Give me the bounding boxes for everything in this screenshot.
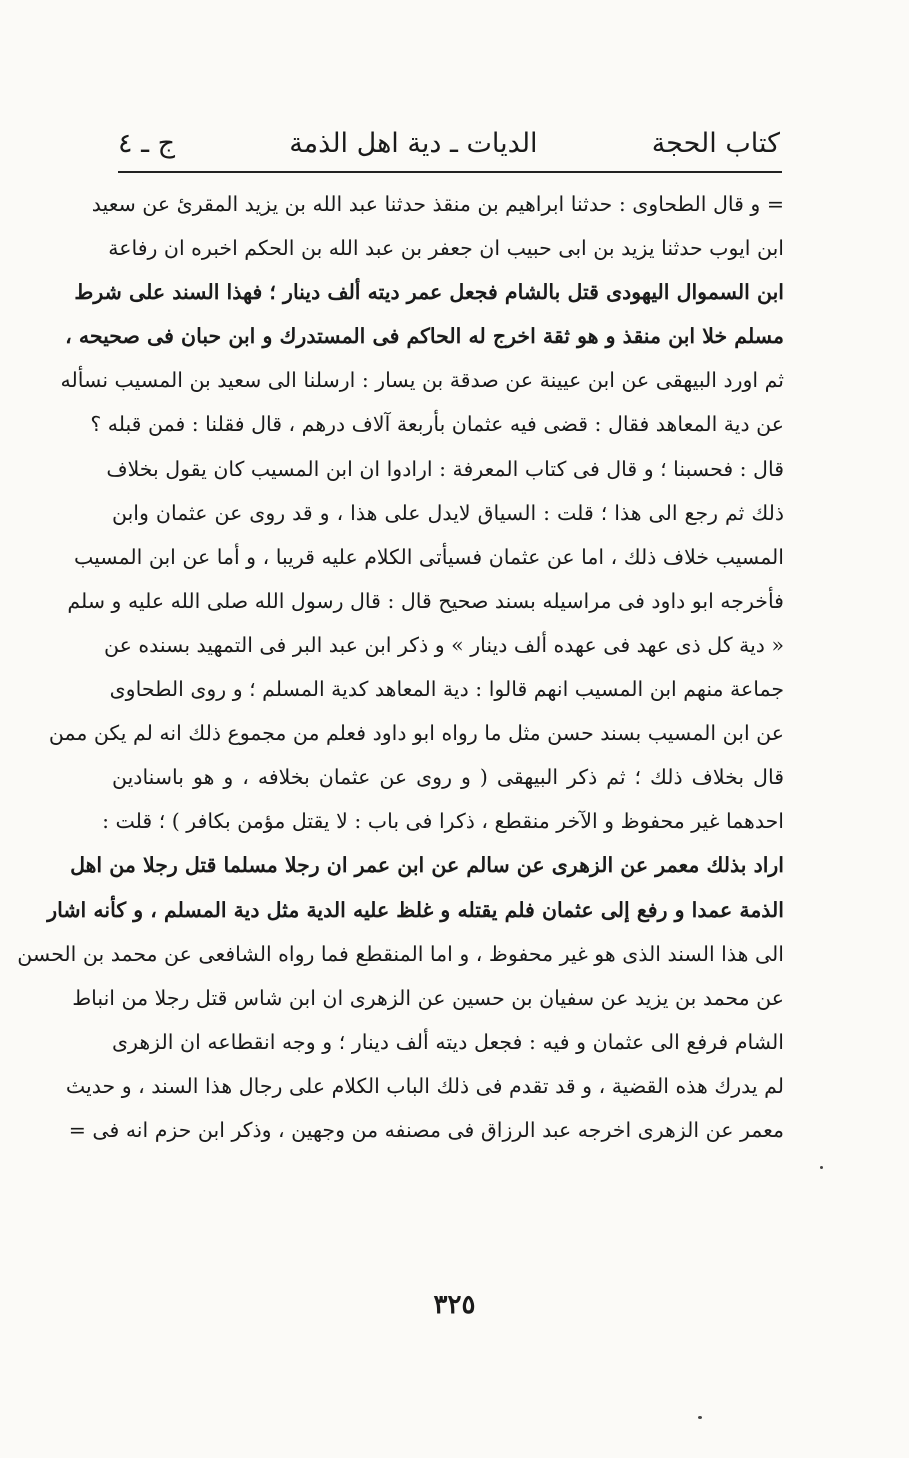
text-line: الشام فرفع الى عثمان و فيه : فجعل ديته ألف دينار ؛ و وجه انقطاعه ان الزهرى — [112, 1029, 784, 1054]
text-line: اراد بذلك معمر عن الزهرى عن سالم عن ابن عمر ان رجلا مسلما قتل رجلا من اهل — [70, 853, 784, 878]
text-line: احدهما غير محفوظ و الآخر منقطع ، ذكرا فى باب : لا يقتل مؤمن بكافر ) ؛ قلت : — [102, 809, 784, 834]
text-line: لم يدرك هذه القضية ، و قد تقدم فى ذلك الباب الكلام على رجال هذا السند ، و حديث — [65, 1073, 784, 1098]
text-line: ابن ايوب حدثنا يزيد بن ابى حبيب ان جعفر بن عبد الله بن الحكم اخبره ان رفاعة — [108, 236, 784, 261]
page-number: ٣٢٥ — [433, 1290, 476, 1320]
text-line: معمر عن الزهرى اخرجه عبد الرزاق فى مصنفه من وجهين ، وذكر ابن حزم انه فى = — [68, 1117, 784, 1142]
text-line: مسلم خلا ابن منقذ و هو ثقة اخرج له الحاكم فى المستدرك و ابن حبان فى صحيحه ، — [65, 324, 784, 349]
scan-speck — [698, 1416, 702, 1419]
text-line: عن دية المعاهد فقال : قضى فيه عثمان بأربعة آلاف درهم ، قال فقلنا : فمن قبله ؟ — [90, 412, 784, 437]
body-text — [17, 182, 784, 1152]
text-line: ابن السموال اليهودى قتل بالشام فجعل عمر ديته ألف دينار ؛ فهذا السند على شرط — [74, 280, 784, 305]
text-line: ثم اورد البيهقى عن ابن عيينة عن صدقة بن يسار : ارسلنا الى سعيد بن المسيب نسأله — [60, 368, 784, 393]
text-line: « دية كل ذى عهد فى عهده ألف دينار » و ذكر ابن عبد البر فى التمهيد بسنده عن — [103, 632, 784, 657]
chapter-title: الديات ـ دية اهل الذمة — [289, 127, 538, 159]
text-line: المسيب خلاف ذلك ، اما عن عثمان فسيأتى الكلام عليه قريبا ، و أما عن ابن المسيب — [73, 544, 784, 569]
text-line: فأخرجه ابو داود فى مراسيله بسند صحيح قال : قال رسول الله صلى الله عليه و سلم — [67, 588, 784, 613]
text-line: الى هذا السند الذى هو غير محفوظ ، و اما المنقطع فما رواه الشافعى عن محمد بن الحسن — [17, 941, 784, 966]
volume-label: ج ـ ٤ — [118, 127, 176, 159]
text-line: ذلك ثم رجع الى هذا ؛ قلت : السياق لايدل على هذا ، و قد روى عن عثمان وابن — [112, 500, 784, 525]
text-line: جماعة منهم ابن المسيب انهم قالوا : دية المعاهد كدية المسلم ؛ و روى الطحاوى — [109, 677, 784, 702]
header-rule — [118, 171, 782, 173]
running-header — [118, 118, 780, 168]
scan-speck — [820, 1166, 823, 1169]
text-line: قال : فحسبنا ؛ و قال فى كتاب المعرفة : ارادوا ان ابن المسيب كان يقول بخلاف — [106, 456, 784, 481]
text-line: الذمة عمدا و رفع إلى عثمان فلم يقتله و غلظ عليه الدية مثل دية المسلم ، و كأنه اشار — [47, 897, 784, 922]
text-line: = و قال الطحاوى : حدثنا ابراهيم بن منقذ حدثنا عبد الله بن يزيد المقرئ عن سعيد — [91, 192, 784, 216]
text-line: عن محمد بن يزيد عن سفيان بن حسين عن الزهرى ان ابن شاس قتل رجلا من انباط — [72, 985, 784, 1010]
book-title: كتاب الحجة — [651, 127, 780, 159]
text-line: عن ابن المسيب بسند حسن مثل ما رواه ابو داود فعلم من مجموع ذلك انه لم يكن ممن — [48, 721, 784, 746]
text-line: قال بخلاف ذلك ؛ ثم ذكر البيهقى ( و روى عن عثمان بخلافه ، و هو باسنادين — [112, 765, 784, 790]
